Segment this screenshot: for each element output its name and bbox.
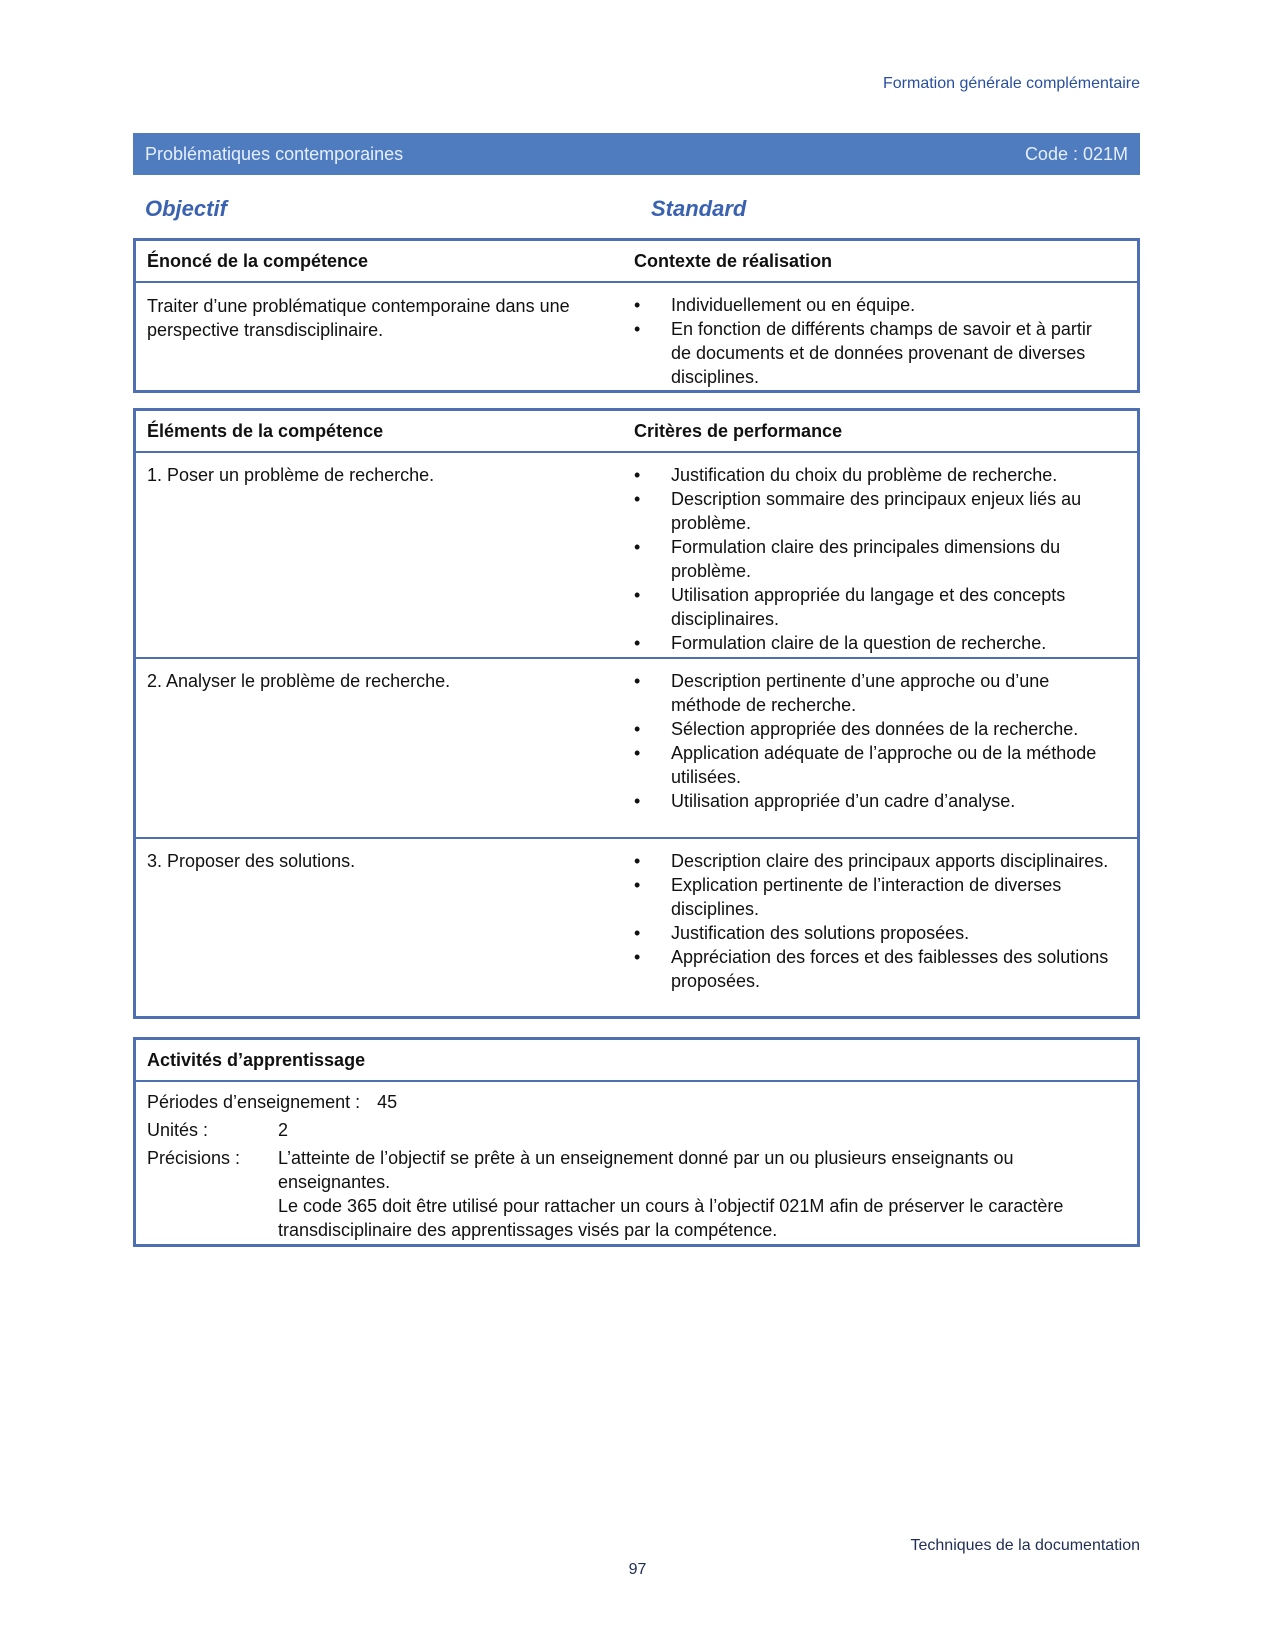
element-label: 2. Analyser le problème de recherche. — [147, 671, 451, 691]
course-code: Code : 021M — [1024, 143, 1128, 164]
competence-statement: Traiter d’une problématique contemporaine dans une perspective transdisciplinaire. — [147, 296, 570, 340]
criterion: • Utilisation appropriée d’un cadre d’analyse. — [634, 789, 1114, 813]
periods-row — [147, 1090, 397, 1114]
units-row — [147, 1118, 1047, 1142]
criterion: • Appréciation des forces et des faiblesses des solutions proposées. — [634, 945, 1114, 993]
units-value: 2 — [278, 1120, 289, 1140]
competence-head-left: Énoncé de la compétence — [147, 250, 369, 271]
precision-2: Le code 365 doit être utilisé pour rattacher un cours à l’objectif 021M afin de préserver le caractère transdisciplinaire des apprentissages visés par la compétence. — [278, 1196, 1064, 1240]
criterion: • Description claire des principaux apports disciplinaires. — [634, 849, 1114, 873]
units-label: Unités : — [147, 1120, 209, 1140]
criteria-list — [634, 669, 1114, 813]
element-row-3 — [136, 837, 1137, 1019]
periods-value: 45 — [377, 1092, 398, 1112]
competence-head-right: Contexte de réalisation — [634, 250, 833, 271]
criterion: • Justification du choix du problème de recherche. — [634, 463, 1114, 487]
context-item: • Individuellement ou en équipe. — [634, 293, 1114, 317]
objective-label: Objectif — [145, 196, 227, 221]
element-row-2 — [136, 657, 1137, 837]
standard-label: Standard — [651, 196, 747, 221]
context-item: • En fonction de différents champs de savoir et à partir de documents et de données provenant de diverses disciplines. — [634, 317, 1114, 389]
criterion: • Explication pertinente de l’interaction de diverses disciplines. — [634, 873, 1114, 921]
precisions-text — [278, 1146, 1128, 1242]
criteria-list — [634, 463, 1114, 655]
criterion: • Description sommaire des principaux enjeux liés au problème. — [634, 487, 1114, 535]
criterion: • Justification des solutions proposées. — [634, 921, 1114, 945]
periods-label: Périodes d’enseignement : — [147, 1092, 361, 1112]
criterion: • Formulation claire des principales dimensions du problème. — [634, 535, 1114, 583]
competence-header — [136, 241, 1137, 283]
page-number: 97 — [628, 1561, 647, 1578]
running-header: Formation générale complémentaire — [882, 75, 1140, 92]
element-label: 3. Proposer des solutions. — [147, 851, 356, 871]
criterion: • Sélection appropriée des données de la recherche. — [634, 717, 1114, 741]
criterion: • Formulation claire de la question de recherche. — [634, 631, 1114, 655]
element-label: 1. Poser un problème de recherche. — [147, 465, 435, 485]
activities-head: Activités d’apprentissage — [147, 1049, 366, 1070]
elements-head-left: Éléments de la compétence — [147, 420, 384, 441]
precisions-label: Précisions : — [147, 1148, 241, 1168]
criterion: • Utilisation appropriée du langage et des concepts disciplinaires. — [634, 583, 1114, 631]
activities-header — [136, 1040, 1137, 1082]
criterion: • Description pertinente d’une approche ou d’une méthode de recherche. — [634, 669, 1114, 717]
precision-1: L’atteinte de l’objectif se prête à un enseignement donné par un ou plusieurs enseignants ou enseignantes. — [278, 1148, 1014, 1192]
elements-box — [133, 408, 1140, 1019]
context-list — [634, 293, 1114, 389]
criterion: • Application adéquate de l’approche ou de la méthode utilisées. — [634, 741, 1114, 789]
element-row-1 — [136, 451, 1137, 657]
elements-head-right: Critères de performance — [634, 420, 843, 441]
elements-header — [136, 411, 1137, 453]
title-band — [133, 133, 1140, 175]
running-footer: Techniques de la documentation — [910, 1537, 1140, 1554]
competence-box — [133, 238, 1140, 393]
activities-box — [133, 1037, 1140, 1247]
course-title: Problématiques contemporaines — [145, 143, 404, 164]
criteria-list — [634, 849, 1114, 993]
